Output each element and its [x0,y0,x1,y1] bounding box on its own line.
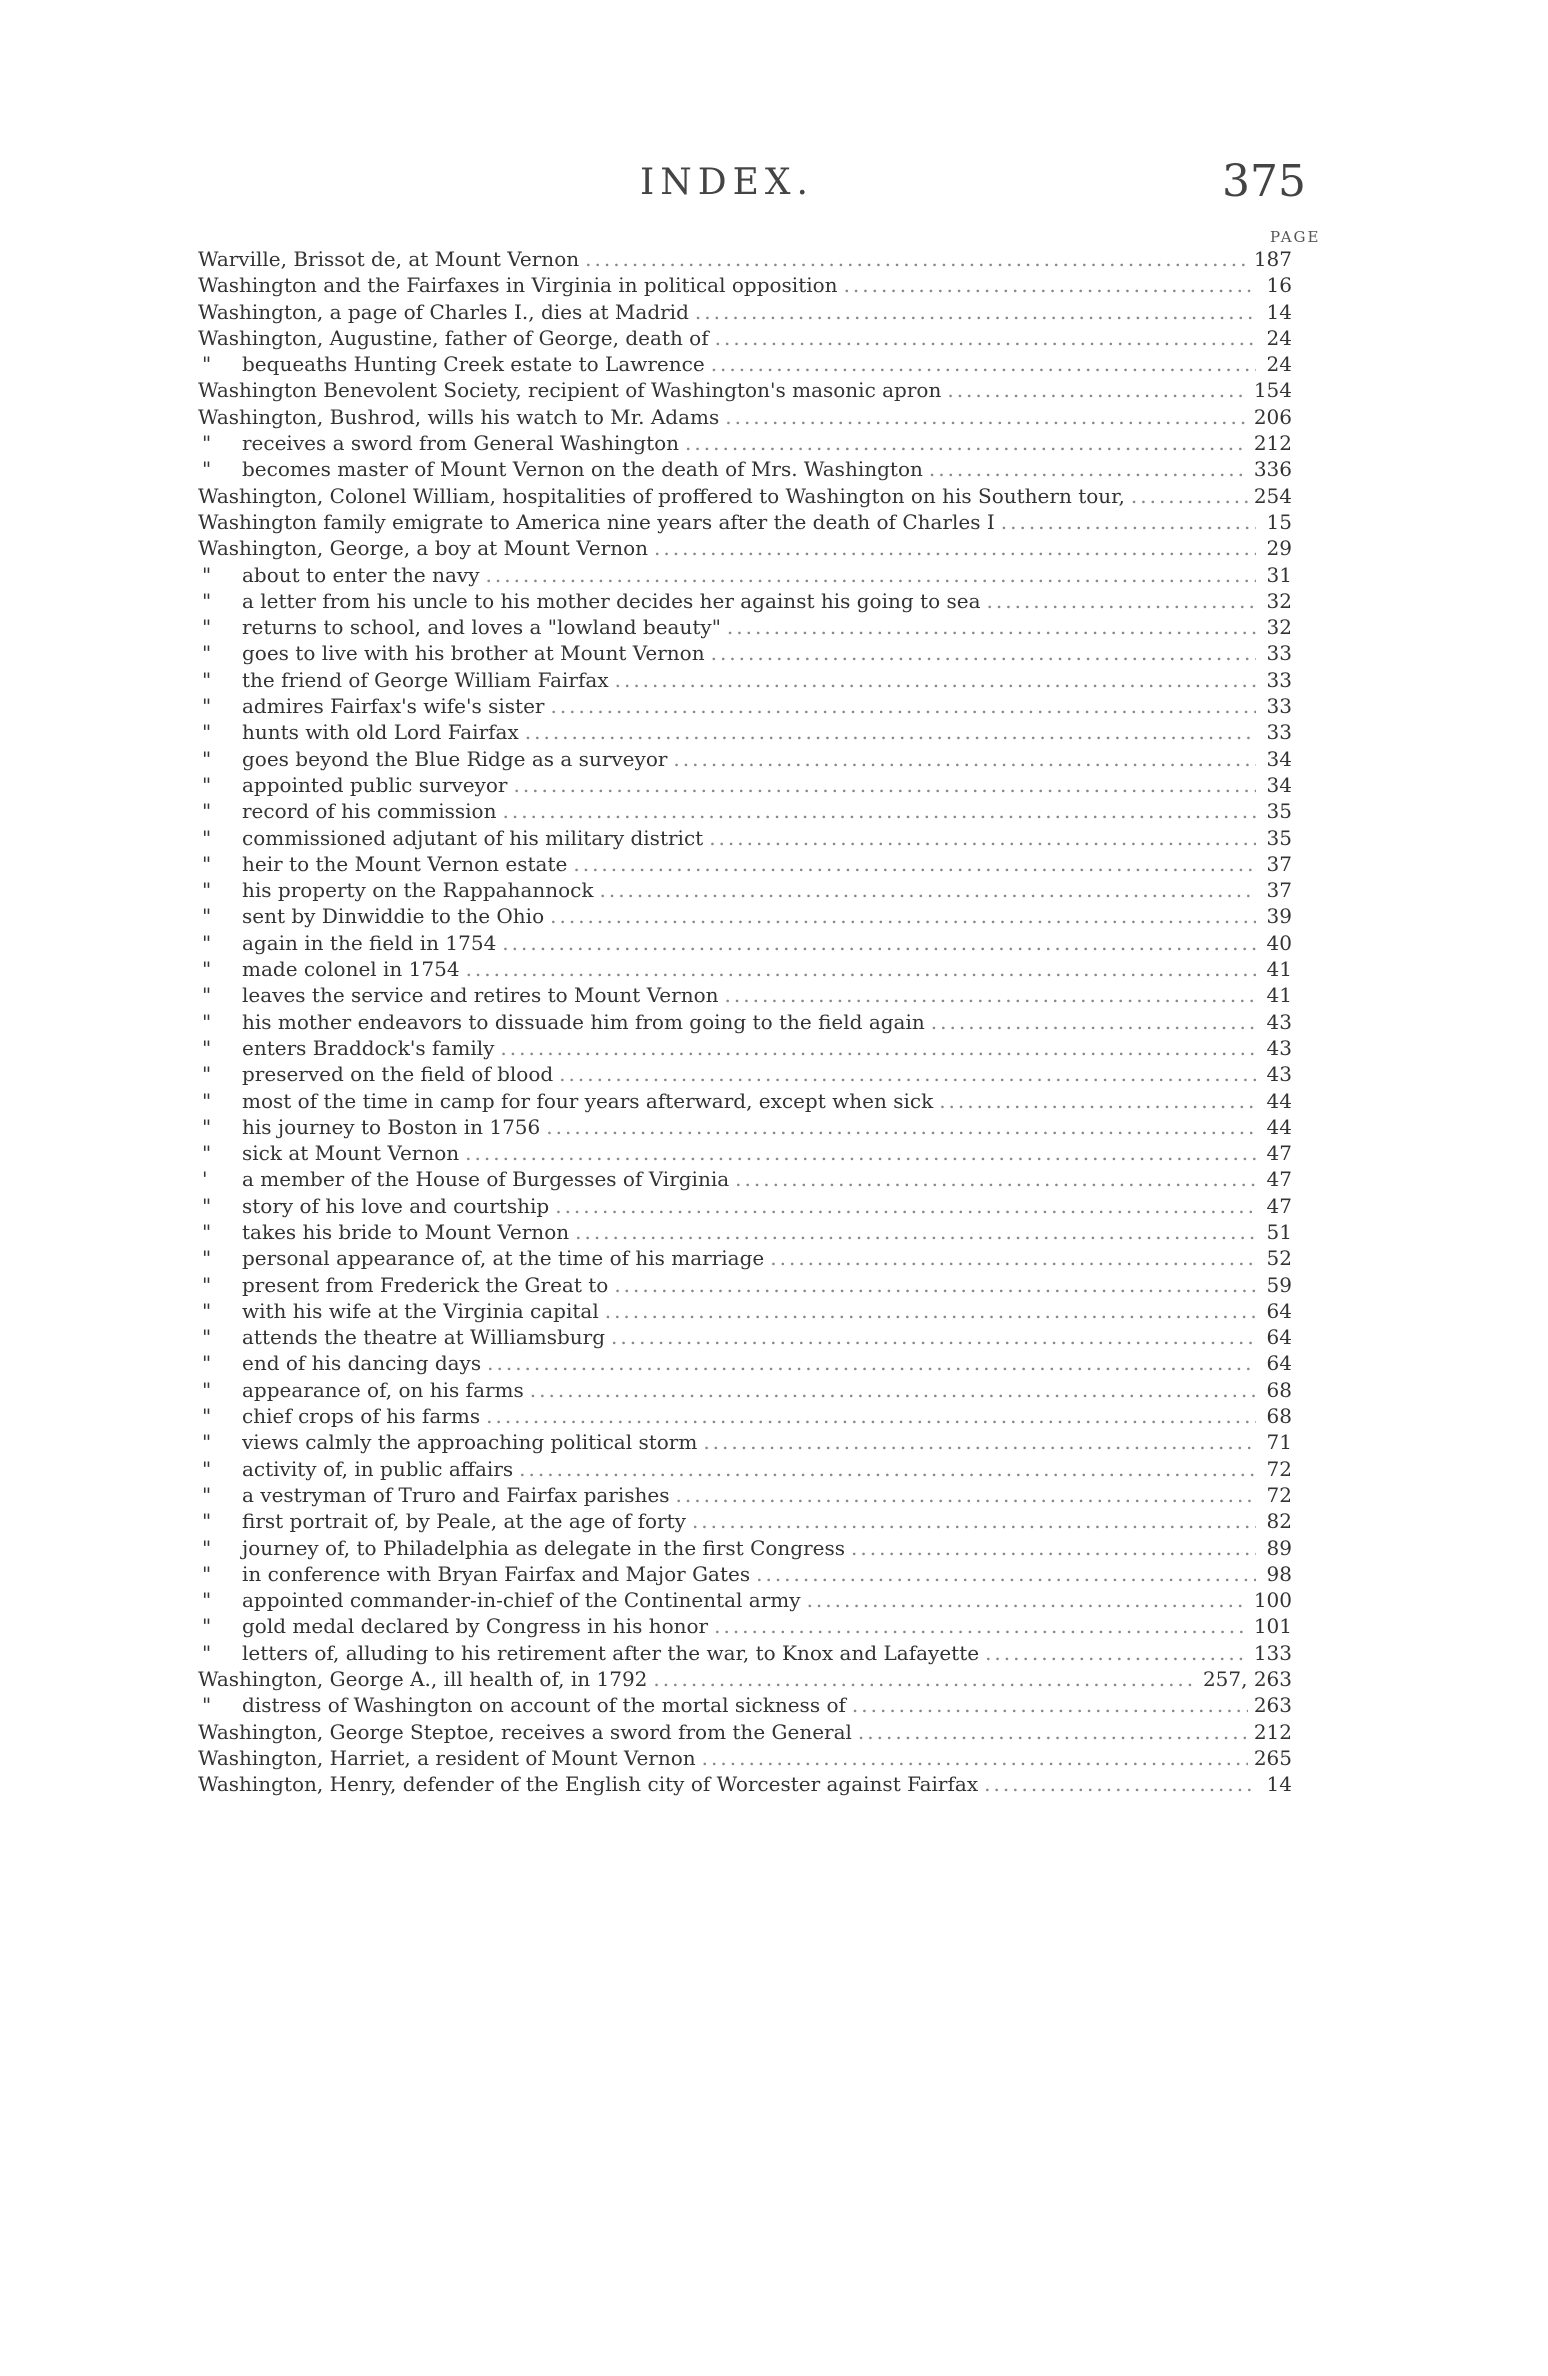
entry-text: Washington, Colonel William, hospitalities of proffered to Washington on his Southern tour, [198,483,1125,508]
index-entry [198,509,1292,535]
index-subentry [198,903,1292,929]
index-subentry [198,1140,1292,1166]
entry-text: Washington, Henry, defender of the English city of Worcester against Fairfax [198,1772,979,1797]
index-entry [198,272,1292,298]
entry-page-number: 336 [1253,457,1292,482]
entry-text: Washington, George Steptoe, receives a sword from the General [198,1719,852,1744]
entry-text: preserved on the field of blood [242,1062,554,1087]
entry-page-number: 34 [1266,772,1292,797]
index-subentry [198,1272,1292,1298]
entry-text: a letter from his uncle to his mother decides her against his going to sea [242,588,981,613]
entry-page-number: 14 [1266,299,1292,324]
entry-text: goes beyond the Blue Ridge as a surveyor [242,746,668,771]
dot-leader [711,640,1256,666]
index-subentry [198,930,1292,956]
entry-page-number: 206 [1253,404,1292,429]
entry-text: goes to live with his brother at Mount Vernon [242,641,705,666]
entry-page-number: 37 [1266,851,1292,876]
ditto-mark: " [202,1640,212,1665]
dot-leader [727,614,1256,640]
dot-leader [711,351,1256,377]
dot-leader [550,903,1256,929]
index-subentry [198,746,1292,772]
index-subentry [198,1613,1292,1639]
entry-text: most of the time in camp for four years afterward, except when sick [242,1088,934,1113]
entry-page-number: 51 [1266,1219,1292,1244]
entry-page-number: 265 [1253,1745,1292,1770]
entry-page-number: 68 [1266,1377,1292,1402]
dot-leader [725,404,1248,430]
entry-text: journey of, to Philadelphia as delegate in the first Congress [242,1535,846,1560]
dot-leader [546,1114,1256,1140]
index-subentry [198,1377,1292,1403]
entry-page-number: 154 [1253,378,1292,403]
entry-text: enters Braddock's family [242,1035,495,1060]
dot-leader [614,1272,1256,1298]
index-subentry [198,1324,1292,1350]
entry-page-number: 101 [1253,1614,1292,1639]
dot-leader [725,982,1256,1008]
entry-text: a vestryman of Truro and Fairfax parishes [242,1482,670,1507]
entry-page-number: 72 [1266,1482,1292,1507]
entry-text: Washington, a page of Charles I., dies at Madrid [198,299,689,324]
index-subentry [198,1640,1292,1666]
entry-page-number: 33 [1266,641,1292,666]
dot-leader [466,956,1256,982]
entry-text: present from Frederick the Great to [242,1272,609,1297]
dot-leader [703,1429,1256,1455]
ditto-mark: " [202,457,212,482]
dot-leader [513,772,1256,798]
ditto-mark: " [202,1588,212,1613]
ditto-mark: " [202,1114,212,1139]
dot-leader [676,1482,1257,1508]
ditto-mark: " [202,1062,212,1087]
entry-page-number: 39 [1266,904,1292,929]
entry-page-number: 47 [1266,1141,1292,1166]
entry-text: his mother endeavors to dissuade him from going to the field again [242,1009,925,1034]
dot-leader [695,299,1256,325]
dot-leader [585,246,1248,272]
index-subentry [198,351,1292,377]
entry-page-number: 64 [1266,1298,1292,1323]
entry-page-number: 44 [1266,1088,1292,1113]
index-subentry [198,693,1292,719]
dot-leader [573,851,1256,877]
ditto-mark: " [202,851,212,876]
ditto-mark: " [202,562,212,587]
index-subentry [198,798,1292,824]
entry-text: appointed commander-in-chief of the Continental army [242,1588,801,1613]
entry-text: letters of, alluding to his retirement after the war, to Knox and Lafayette [242,1640,980,1665]
dot-leader [692,1508,1256,1534]
running-head [0,156,1548,212]
ditto-mark: " [202,983,212,1008]
entry-page-number: 35 [1266,799,1292,824]
index-subentry [198,1692,1292,1718]
entry-text: Washington, Augustine, father of George, death of [198,325,709,350]
entry-text: hunts with old Lord Fairfax [242,720,519,745]
ditto-mark: " [202,1509,212,1534]
entry-page-number: 64 [1266,1325,1292,1350]
index-entry [198,246,1292,272]
entry-text: commissioned adjutant of his military district [242,825,704,850]
dot-leader [550,693,1256,719]
entry-page-number: 100 [1253,1588,1292,1613]
dot-leader [502,930,1256,956]
entry-page-number: 33 [1266,720,1292,745]
index-subentry [198,982,1292,1008]
entry-page-number: 64 [1266,1351,1292,1376]
dot-leader [987,588,1257,614]
index-subentry [198,1535,1292,1561]
ditto-mark: ' [202,1167,208,1192]
index-subentry [198,1587,1292,1613]
entry-page-number: 16 [1266,273,1292,298]
entry-page-number: 47 [1266,1167,1292,1192]
ditto-mark: " [202,746,212,771]
dot-leader [851,1535,1256,1561]
index-subentry [198,614,1292,640]
dot-leader [486,562,1257,588]
ditto-mark: " [202,1325,212,1350]
dot-leader [702,1745,1248,1771]
index-subentry [198,1508,1292,1534]
entry-page-number: 14 [1266,1772,1292,1797]
dot-leader [654,535,1256,561]
entry-page-number: 71 [1266,1430,1292,1455]
index-entry [198,1771,1292,1797]
ditto-mark: " [202,904,212,929]
dot-leader [735,1166,1256,1192]
dot-leader [844,272,1256,298]
entry-text: record of his commission [242,799,497,824]
dot-leader [653,1666,1197,1692]
dot-leader [559,1061,1256,1087]
entry-page-number: 133 [1253,1640,1292,1665]
dot-leader [575,1219,1256,1245]
ditto-mark: " [202,667,212,692]
entry-text: story of his love and courtship [242,1193,550,1218]
dot-leader [1001,509,1256,535]
dot-leader [807,1587,1248,1613]
dot-leader [770,1245,1256,1271]
index-subentry [198,1350,1292,1376]
dot-leader [939,1088,1256,1114]
ditto-mark: " [202,1351,212,1376]
index-entry [198,299,1292,325]
index-subentry [198,1088,1292,1114]
index-subentry [198,877,1292,903]
dot-leader [709,825,1256,851]
ditto-mark: " [202,930,212,955]
ditto-mark: " [202,1246,212,1271]
ditto-mark: " [202,1693,212,1718]
index-entry [198,404,1292,430]
entry-text: personal appearance of, at the time of his marriage [242,1246,765,1271]
ditto-mark: " [202,1430,212,1455]
entry-text: with his wife at the Virginia capital [242,1298,599,1323]
entry-page-number: 257, 263 [1202,1667,1292,1692]
entry-page-number: 72 [1266,1456,1292,1481]
dot-leader [530,1377,1256,1403]
entry-text: gold medal declared by Congress in his honor [242,1614,709,1639]
ditto-mark: " [202,1561,212,1586]
ditto-mark: " [202,641,212,666]
entry-page-number: 82 [1266,1509,1292,1534]
index-subentry [198,1429,1292,1455]
dot-leader [615,667,1256,693]
index-subentry [198,1061,1292,1087]
ditto-mark: " [202,1404,212,1429]
entry-page-number: 24 [1266,325,1292,350]
entry-page-number: 41 [1266,957,1292,982]
entry-page-number: 34 [1266,746,1292,771]
ditto-mark: " [202,957,212,982]
entry-page-number: 31 [1266,562,1292,587]
ditto-mark: " [202,825,212,850]
dot-leader [929,456,1248,482]
index-entry [198,1666,1292,1692]
dot-leader [985,1640,1248,1666]
page-column-label: PAGE [1270,228,1321,246]
entry-text: bequeaths Hunting Creek estate to Lawrence [242,352,705,377]
entry-text: leaves the service and retires to Mount Vernon [242,983,719,1008]
entry-page-number: 33 [1266,667,1292,692]
entry-text: appearance of, on his farms [242,1377,524,1402]
entry-page-number: 89 [1266,1535,1292,1560]
ditto-mark: " [202,1193,212,1218]
index-entry [198,483,1292,509]
index-subentry [198,1035,1292,1061]
index-entry [198,535,1292,561]
ditto-mark: " [202,588,212,613]
entry-page-number: 32 [1266,615,1292,640]
entry-text: Washington Benevolent Society, recipient of Washington's masonic apron [198,378,942,403]
index-subentry [198,1193,1292,1219]
index-subentry [198,851,1292,877]
index-subentry [198,640,1292,666]
ditto-mark: " [202,1141,212,1166]
entry-page-number: 59 [1266,1272,1292,1297]
index-subentry [198,1561,1292,1587]
index-entry [198,1745,1292,1771]
entry-text: distress of Washington on account of the mortal sickness of [242,1693,846,1718]
entry-text: end of his dancing days [242,1351,482,1376]
dot-leader [858,1719,1248,1745]
index-subentry [198,562,1292,588]
entry-page-number: 68 [1266,1404,1292,1429]
entry-text: appointed public surveyor [242,772,508,797]
entry-page-number: 44 [1266,1114,1292,1139]
index-subentry [198,667,1292,693]
entry-text: Washington family emigrate to America nine years after the death of Charles I [198,509,995,534]
index-entry [198,1719,1292,1745]
entry-text: sick at Mount Vernon [242,1141,460,1166]
index-subentry [198,456,1292,482]
entry-text: heir to the Mount Vernon estate [242,851,568,876]
ditto-mark: " [202,431,212,456]
entry-text: again in the field in 1754 [242,930,497,955]
entry-text: his journey to Boston in 1756 [242,1114,541,1139]
entry-page-number: 263 [1253,1693,1292,1718]
ditto-mark: " [202,1298,212,1323]
entry-text: attends the theatre at Williamsburg [242,1325,606,1350]
entry-page-number: 33 [1266,694,1292,719]
entry-page-number: 35 [1266,825,1292,850]
entry-page-number: 29 [1266,536,1292,561]
dot-leader [611,1324,1256,1350]
index-subentry [198,430,1292,456]
ditto-mark: " [202,1035,212,1060]
index-subentry [198,1166,1292,1192]
ditto-mark: " [202,1219,212,1244]
entry-text: Washington, George A., ill health of, in 1792 [198,1667,648,1692]
dot-leader [673,746,1256,772]
entry-page-number: 254 [1253,483,1292,508]
index-subentry [198,772,1292,798]
index-entry [198,325,1292,351]
ditto-mark: " [202,694,212,719]
ditto-mark: " [202,1272,212,1297]
index-subentry [198,1114,1292,1140]
entry-text: Washington and the Fairfaxes in Virginia in political opposition [198,273,838,298]
entry-text: a member of the House of Burgesses of Virginia [242,1167,730,1192]
entry-text: Washington, Harriet, a resident of Mount Vernon [198,1745,696,1770]
dot-leader [715,325,1256,351]
ditto-mark: " [202,352,212,377]
dot-leader [852,1692,1248,1718]
entry-page-number: 212 [1253,431,1292,456]
entry-text: views calmly the approaching political storm [242,1430,698,1455]
entry-text: returns to school, and loves a "lowland beauty" [242,615,721,640]
entry-page-number: 98 [1266,1561,1292,1586]
entry-text: takes his bride to Mount Vernon [242,1219,570,1244]
dot-leader [502,798,1256,824]
entry-text: in conference with Bryan Fairfax and Major Gates [242,1561,751,1586]
index-subentry [198,825,1292,851]
index-subentry [198,588,1292,614]
page-title: INDEX. [640,162,814,203]
dot-leader [605,1298,1256,1324]
entry-page-number: 24 [1266,352,1292,377]
entry-page-number: 52 [1266,1246,1292,1271]
ditto-mark: " [202,1456,212,1481]
index-subentry [198,956,1292,982]
index-subentry [198,1245,1292,1271]
entry-page-number: 187 [1253,247,1292,271]
dot-leader [1131,483,1248,509]
index-subentry [198,1482,1292,1508]
entry-page-number: 41 [1266,983,1292,1008]
dot-leader [947,377,1247,403]
index-subentry [198,1456,1292,1482]
ditto-mark: " [202,799,212,824]
entry-page-number: 43 [1266,1062,1292,1087]
dot-leader [984,1771,1256,1797]
entry-text: his property on the Rappahannock [242,878,594,903]
entry-page-number: 47 [1266,1193,1292,1218]
index-subentry [198,719,1292,745]
index-entry-list [198,246,1292,1798]
entry-text: made colonel in 1754 [242,957,460,982]
dot-leader [486,1403,1256,1429]
entry-text: the friend of George William Fairfax [242,667,609,692]
dot-leader [685,430,1248,456]
ditto-mark: " [202,1088,212,1113]
entry-text: chief crops of his farms [242,1404,481,1429]
dot-leader [500,1035,1256,1061]
dot-leader [599,877,1256,903]
entry-text: Washington, Bushrod, wills his watch to Mr. Adams [198,404,720,429]
dot-leader [525,719,1256,745]
ditto-mark: " [202,1009,212,1034]
ditto-mark: " [202,1614,212,1639]
entry-page-number: 32 [1266,588,1292,613]
entry-page-number: 43 [1266,1035,1292,1060]
ditto-mark: " [202,878,212,903]
entry-text: sent by Dinwiddie to the Ohio [242,904,545,929]
entry-text: activity of, in public affairs [242,1456,514,1481]
index-entry [198,377,1292,403]
entry-page-number: 40 [1266,930,1292,955]
dot-leader [756,1561,1256,1587]
entry-text: receives a sword from General Washington [242,431,680,456]
entry-text: Warville, Brissot de, at Mount Vernon [198,247,580,271]
index-subentry [198,1009,1292,1035]
dot-leader [931,1009,1256,1035]
dot-leader [555,1193,1256,1219]
entry-text: admires Fairfax's wife's sister [242,694,545,719]
page-number: 375 [1222,156,1306,207]
ditto-mark: " [202,1377,212,1402]
entry-page-number: 37 [1266,878,1292,903]
ditto-mark: " [202,772,212,797]
entry-text: Washington, George, a boy at Mount Vernon [198,536,648,561]
index-subentry [198,1403,1292,1429]
ditto-mark: " [202,615,212,640]
dot-leader [519,1456,1256,1482]
entry-text: first portrait of, by Peale, at the age of forty [242,1509,686,1534]
index-subentry [198,1298,1292,1324]
ditto-mark: " [202,720,212,745]
entry-page-number: 43 [1266,1009,1292,1034]
dot-leader [487,1350,1256,1376]
dot-leader [714,1613,1248,1639]
ditto-mark: " [202,1535,212,1560]
entry-text: about to enter the navy [242,562,480,587]
dot-leader [465,1140,1256,1166]
entry-page-number: 212 [1253,1719,1292,1744]
index-subentry [198,1219,1292,1245]
ditto-mark: " [202,1482,212,1507]
entry-text: becomes master of Mount Vernon on the death of Mrs. Washington [242,457,923,482]
entry-page-number: 15 [1266,509,1292,534]
